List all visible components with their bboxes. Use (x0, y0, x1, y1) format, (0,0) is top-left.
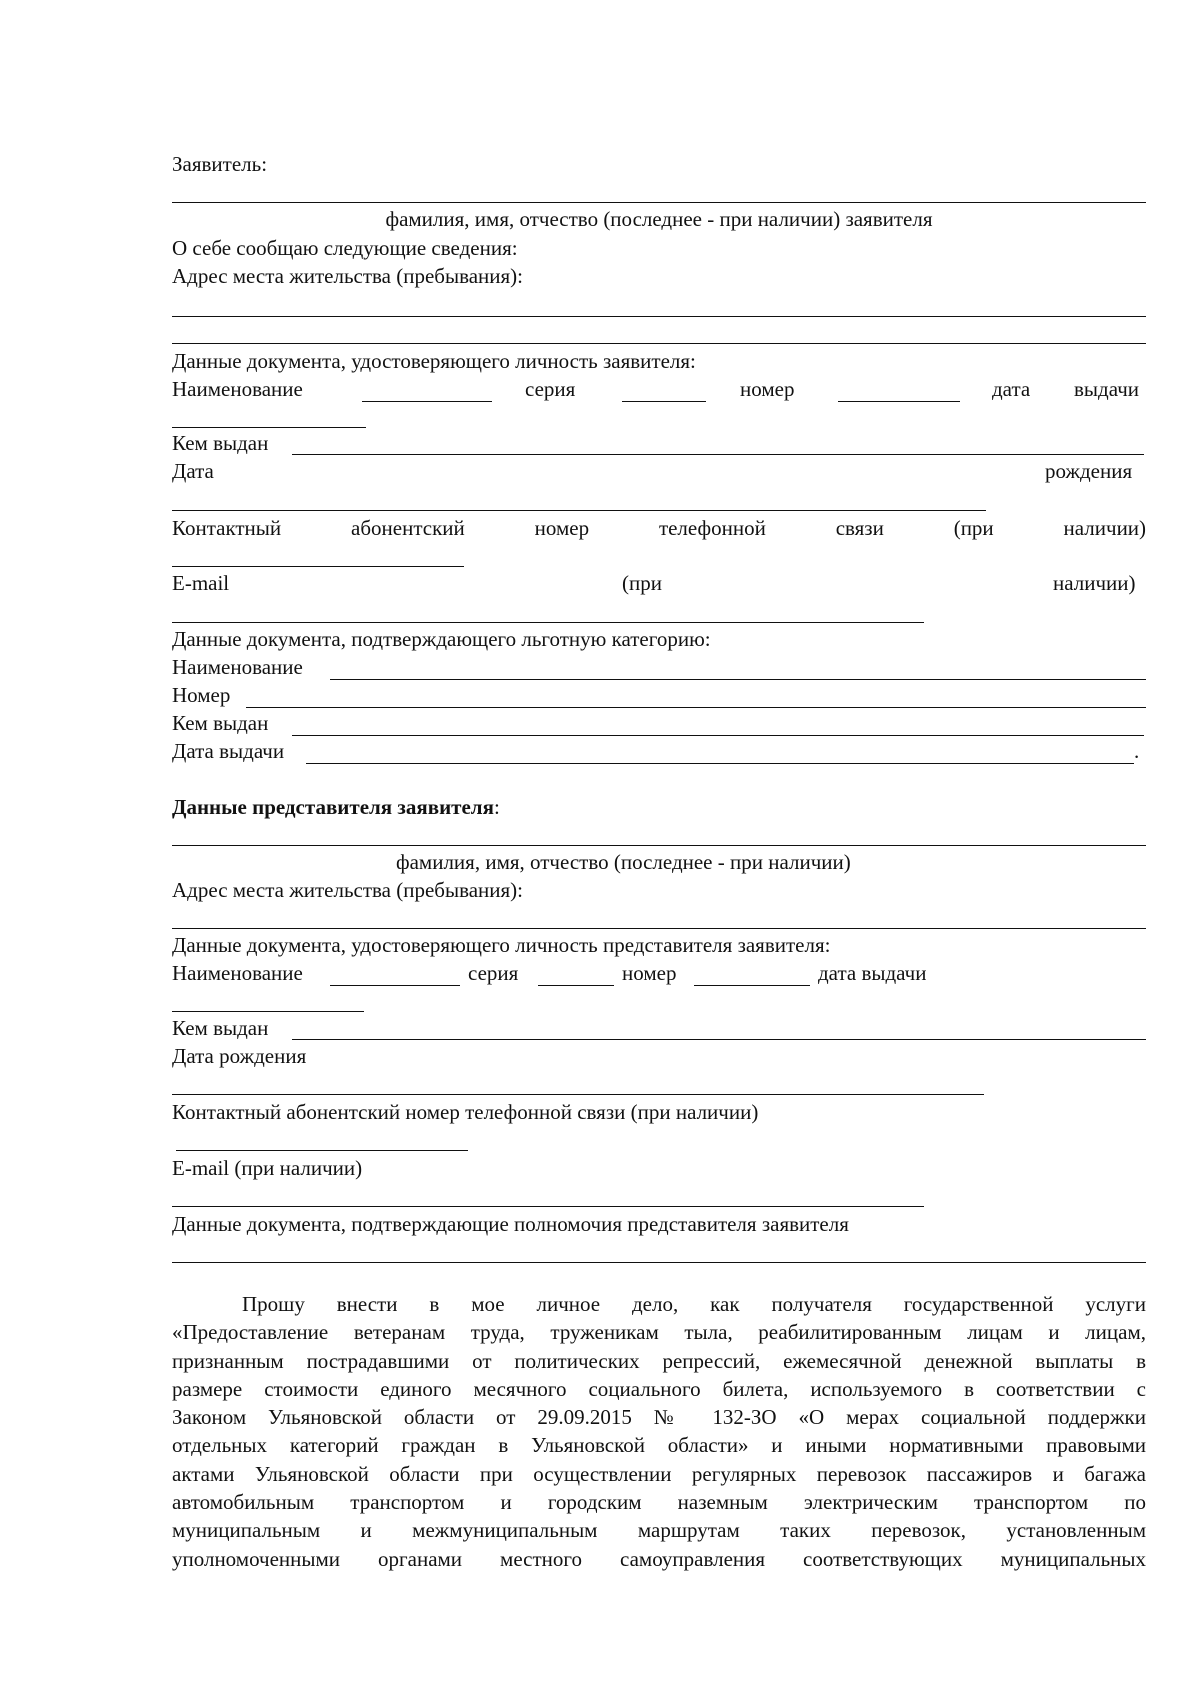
request-paragraph (172, 1290, 1146, 1573)
applicant-heading: Заявитель: (172, 152, 268, 176)
self-info-label: О себе сообщаю следующие сведения: (172, 236, 518, 260)
representative-id-series-field[interactable] (538, 985, 614, 986)
representative-birth-date-label: Дата рождения (172, 1044, 307, 1068)
benefit-doc-name-label: Наименование (172, 655, 303, 679)
request-paragraph-line: автомобильным транспортом и городским наземным электрическим транспортом по (172, 1490, 1146, 1515)
representative-email-field[interactable] (172, 1206, 924, 1207)
request-paragraph-line: Прошу внести в мое личное дело, как получателя государственной услуги (242, 1292, 1146, 1316)
applicant-id-series-label: серия (525, 377, 576, 401)
applicant-id-name-field[interactable] (362, 401, 492, 402)
applicant-phone-field[interactable] (172, 566, 464, 567)
representative-fio-caption: фамилия, имя, отчество (последнее - при наличии) (396, 850, 851, 874)
representative-phone-field[interactable] (176, 1150, 468, 1151)
representative-address-line[interactable] (172, 928, 1146, 929)
representative-authority-doc-label: Данные документа, подтверждающие полномочия представителя заявителя (172, 1212, 849, 1236)
applicant-birth-date-label-1: Дата (172, 459, 214, 483)
applicant-id-issue-label: выдачи (1074, 377, 1139, 401)
applicant-id-issue-date-field[interactable] (172, 427, 366, 428)
applicant-fio-caption: фамилия, имя, отчество (последнее - при наличии) заявителя (385, 207, 933, 231)
representative-fio-line[interactable] (172, 845, 1146, 846)
request-paragraph-line: уполномоченными органами местного самоуправления соответствующих муниципальных (172, 1546, 1146, 1571)
applicant-address-line-1[interactable] (172, 316, 1146, 317)
applicant-address-label: Адрес места жительства (пребывания): (172, 264, 524, 288)
applicant-birth-date-field[interactable] (172, 510, 986, 511)
representative-authority-doc-field[interactable] (172, 1262, 1146, 1263)
representative-heading (172, 794, 500, 820)
representative-id-series-label: серия (468, 961, 519, 985)
representative-id-doc-label: Данные документа, удостоверяющего личность представителя заявителя: (172, 933, 831, 957)
benefit-doc-issue-date-label: Дата выдачи (172, 739, 285, 763)
applicant-email-label: E-mail (172, 571, 230, 595)
representative-id-issue-date-field[interactable] (172, 1011, 364, 1012)
representative-address-label: Адрес места жительства (пребывания): (172, 878, 524, 902)
applicant-id-number-label: номер (740, 377, 795, 401)
benefit-doc-end-dot: . (1134, 739, 1140, 763)
benefit-doc-issued-by-field[interactable] (292, 735, 1144, 736)
representative-issued-by-field[interactable] (292, 1039, 1146, 1040)
applicant-id-number-field[interactable] (838, 401, 960, 402)
benefit-doc-name-field[interactable] (330, 679, 1146, 680)
applicant-email-field[interactable] (172, 622, 924, 623)
applicant-fio-line[interactable] (172, 202, 1146, 203)
applicant-email-pri: (при (622, 571, 662, 595)
request-paragraph-line: отдельных категорий граждан в Ульяновской области» и иными нормативными правовыми (172, 1433, 1146, 1458)
applicant-id-name-label: Наименование (172, 377, 303, 401)
representative-id-issue-date-label: дата выдачи (818, 961, 927, 985)
representative-issued-by-label: Кем выдан (172, 1016, 269, 1040)
applicant-id-doc-label: Данные документа, удостоверяющего личность заявителя: (172, 349, 696, 373)
request-paragraph-line: «Предоставление ветеранам труда, труженикам тыла, реабилитированным лицам и лицам, (172, 1320, 1146, 1345)
applicant-id-date-label: дата (992, 377, 1031, 401)
applicant-birth-date-label-2: рождения (1045, 459, 1133, 483)
benefit-doc-number-label: Номер (172, 683, 231, 707)
applicant-email-nalichii: наличии) (1053, 571, 1136, 595)
request-paragraph-line: муниципальным и межмуниципальным маршрутам таких перевозок, установленным (172, 1518, 1146, 1543)
representative-birth-date-field[interactable] (172, 1094, 984, 1095)
applicant-address-line-2[interactable] (172, 343, 1146, 344)
representative-id-name-field[interactable] (330, 985, 460, 986)
representative-heading-colon: : (493, 795, 500, 819)
benefit-doc-issue-date-field[interactable] (306, 763, 1134, 764)
applicant-issued-by-label: Кем выдан (172, 431, 269, 455)
benefit-doc-number-field[interactable] (246, 707, 1146, 708)
representative-id-name-label: Наименование (172, 961, 303, 985)
benefit-doc-issued-by-label: Кем выдан (172, 711, 269, 735)
representative-id-number-field[interactable] (694, 985, 810, 986)
applicant-id-series-field[interactable] (622, 401, 706, 402)
representative-phone-label: Контактный абонентский номер телефонной связи (при наличии) (172, 1100, 759, 1124)
benefit-doc-heading: Данные документа, подтверждающего льготную категорию: (172, 627, 711, 651)
request-paragraph-line: Законом Ульяновской области от 29.09.2015 № 132-ЗО «О мерах социальной поддержки (172, 1405, 1146, 1430)
representative-id-number-label: номер (622, 961, 677, 985)
request-paragraph-line: признанным пострадавшими от политических репрессий, ежемесячной денежной выплаты в (172, 1348, 1146, 1373)
request-paragraph-line: актами Ульяновской области при осуществлении регулярных перевозок пассажиров и багажа (172, 1461, 1146, 1486)
representative-email-label: E-mail (при наличии) (172, 1156, 363, 1180)
request-paragraph-line: размере стоимости единого месячного социального билета, используемого в соответствии с (172, 1376, 1146, 1401)
applicant-issued-by-field[interactable] (292, 454, 1144, 455)
applicant-phone-label: Контактный абонентский номер телефонной связи (при наличии) (172, 516, 1147, 540)
representative-heading-text: Данные представителя заявителя (172, 795, 494, 819)
